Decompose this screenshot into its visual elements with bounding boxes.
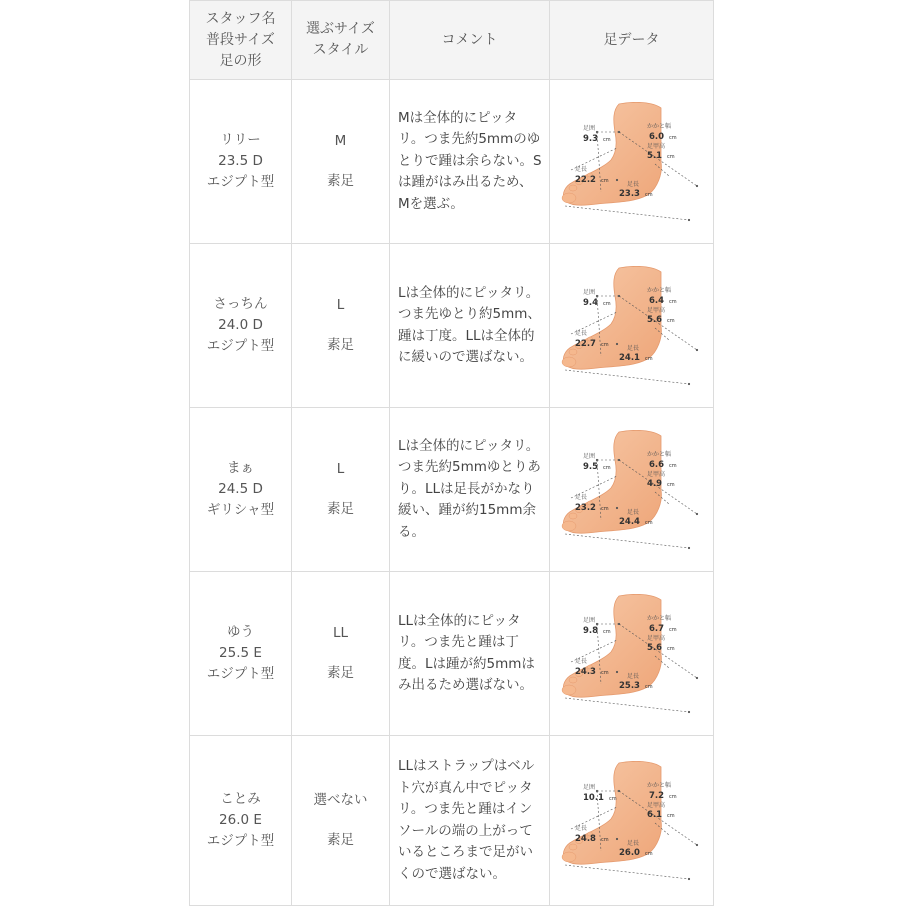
girth-label: 足囲 [582,783,595,791]
svg-text:5.6 cm [647,315,675,325]
usual-size: 24.0 D [218,317,263,333]
width-value: 23.2 [574,502,596,513]
girth-value: 9.8 [582,625,598,636]
header-staff [190,1,292,80]
foot-shape: ギリシャ型 [206,502,275,518]
header-comment: コメント [390,1,550,80]
svg-text:6.1 cm [647,810,675,820]
length-value: 23.3 [618,188,640,199]
foot-data-cell [550,572,714,736]
heel-unit: cm [668,793,677,800]
heel-unit: cm [668,134,677,141]
header-size [292,1,390,80]
style: 素足 [327,832,354,848]
width-value: 22.7 [574,338,596,349]
size-cell [292,572,390,736]
table-row [190,408,714,572]
staff-name: さっちん [213,296,268,312]
staff-name: ゆう [227,624,254,640]
girth-unit: cm [602,628,611,635]
heel-value: 6.7 [648,623,664,634]
girth-value: 10.1 [582,792,604,803]
instep-label: 足甲高 [646,470,665,478]
length-value: 26.0 [618,847,640,858]
instep-unit: cm [666,317,675,324]
table-row [190,736,714,906]
heel-label: かかと幅 [646,450,671,458]
length-label: 足長 [626,180,639,188]
heel-value: 6.4 [648,295,664,306]
svg-text:9.8 cm [583,626,611,636]
length-unit: cm [644,519,653,526]
usual-size: 26.0 E [219,812,262,828]
length-value: 24.1 [618,352,640,363]
girth-label: 足囲 [582,288,595,296]
length-value: 24.4 [618,516,640,527]
girth-label: 足囲 [582,616,595,624]
girth-unit: cm [602,300,611,307]
comment-cell: Lは全体的にピッタリ。つま先約5mmゆとりあり。LLは足長がかなり緩い、踵が約15mm余る。 [390,408,550,572]
foot-shape: エジプト型 [206,174,275,190]
header-foot-data: 足データ [550,1,714,80]
staff-cell [190,736,292,906]
instep-label: 足甲高 [646,142,665,150]
width-label: 足長 [574,329,587,337]
svg-text:6.0 cm [649,132,677,142]
girth-unit: cm [602,464,611,471]
comment-cell: LLはストラップはベルト穴が真ん中でピッタリ。つま先と踵はインソールの端の上がっているところまで足がいくので選ばない。 [390,736,550,906]
width-value: 22.2 [574,174,596,185]
staff-fit-table [189,0,714,906]
width-label: 足長 [574,824,587,832]
header-size-line: スタイル [312,42,369,58]
length-label: 足長 [626,672,639,680]
foot-illustration [557,102,707,222]
foot-data-cell [550,736,714,906]
width-unit: cm [600,836,609,843]
girth-value: 9.3 [582,133,598,144]
heel-value: 6.0 [648,131,664,142]
heel-label: かかと幅 [646,781,671,789]
heel-unit: cm [668,626,677,633]
table-row [190,572,714,736]
staff-name: まぁ [227,460,254,476]
girth-unit: cm [602,136,611,143]
instep-value: 5.6 [646,642,662,653]
instep-label: 足甲高 [646,634,665,642]
size-cell [292,80,390,244]
girth-label: 足囲 [582,452,595,460]
comment-cell: Mは全体的にピッタリ。つま先約5mmのゆとりで踵は余らない。Sは踵がはみ出るため、Mを選ぶ。 [390,80,550,244]
width-unit: cm [600,341,609,348]
foot-shape: エジプト型 [206,833,275,849]
chosen-size: L [336,461,345,477]
width-unit: cm [600,177,609,184]
staff-cell [190,408,292,572]
instep-value: 5.1 [646,150,662,161]
table-row [190,80,714,244]
svg-text:7.2 cm [649,791,677,801]
heel-unit: cm [668,462,677,469]
svg-text:10.1 cm [583,793,617,803]
usual-size: 25.5 E [219,645,262,661]
girth-value: 9.5 [582,461,598,472]
foot-data-cell [550,80,714,244]
table-row [190,244,714,408]
width-label: 足長 [574,493,587,501]
style: 素足 [327,501,354,517]
length-label: 足長 [626,508,639,516]
table-body [190,80,714,906]
instep-unit: cm [666,645,675,652]
width-value: 24.8 [574,833,596,844]
table-header [190,1,714,80]
girth-unit: cm [608,795,617,802]
svg-text:9.3 cm [583,134,611,144]
size-cell [292,736,390,906]
chosen-size: L [336,297,345,313]
instep-value: 4.9 [646,478,662,489]
header-size-line: 選ぶサイズ [306,21,375,37]
foot-illustration [557,761,707,881]
chosen-size: M [334,133,347,149]
header-staff-line: スタッフ名 [205,10,276,27]
heel-label: かかと幅 [646,614,671,622]
instep-unit: cm [666,153,675,160]
style: 素足 [327,665,354,681]
staff-cell [190,572,292,736]
comment-cell: LLは全体的にピッタリ。つま先と踵は丁度。Lは踵が約5mmはみ出るため選ばない。 [390,572,550,736]
width-value: 24.3 [574,666,596,677]
header-staff-line: 足の形 [219,52,262,69]
heel-value: 6.6 [648,459,664,470]
foot-shape: エジプト型 [206,338,275,354]
length-unit: cm [644,355,653,362]
heel-label: かかと幅 [646,286,671,294]
heel-label: かかと幅 [646,122,671,130]
width-unit: cm [600,505,609,512]
instep-label: 足甲高 [646,801,665,809]
svg-text:5.6 cm [647,643,675,653]
girth-value: 9.4 [582,297,598,308]
heel-unit: cm [668,298,677,305]
foot-data-cell [550,408,714,572]
staff-name: ことみ [220,791,261,807]
svg-text:6.6 cm [649,460,677,470]
length-unit: cm [644,683,653,690]
chosen-size: 選べない [313,792,368,808]
svg-text:6.7 cm [649,624,677,634]
foot-illustration [557,266,707,386]
length-label: 足長 [626,839,639,847]
width-label: 足長 [574,657,587,665]
svg-text:6.4 cm [649,296,677,306]
staff-cell [190,80,292,244]
usual-size: 23.5 D [218,153,263,169]
svg-text:9.4 cm [583,298,611,308]
svg-text:9.5 cm [583,462,611,472]
staff-name: リリー [220,132,261,148]
length-unit: cm [644,850,653,857]
size-cell [292,244,390,408]
width-label: 足長 [574,165,587,173]
girth-label: 足囲 [582,124,595,132]
heel-value: 7.2 [648,790,664,801]
instep-unit: cm [666,812,675,819]
svg-text:5.1 cm [647,151,675,161]
width-unit: cm [600,669,609,676]
chosen-size: LL [332,625,349,641]
style: 素足 [327,337,354,353]
instep-label: 足甲高 [646,306,665,314]
foot-shape: エジプト型 [206,666,275,682]
size-cell [292,408,390,572]
foot-illustration [557,430,707,550]
length-unit: cm [644,191,653,198]
length-label: 足長 [626,344,639,352]
foot-data-cell [550,244,714,408]
usual-size: 24.5 D [218,481,263,497]
staff-cell [190,244,292,408]
svg-text:4.9 cm [647,479,675,489]
instep-value: 6.1 [646,809,662,820]
length-value: 25.3 [618,680,640,691]
foot-illustration [557,594,707,714]
instep-value: 5.6 [646,314,662,325]
instep-unit: cm [666,481,675,488]
header-staff-line: 普段サイズ [206,31,275,48]
comment-cell: Lは全体的にピッタリ。つま先ゆとり約5mm、踵は丁度。LLは全体的に緩いので選ばない。 [390,244,550,408]
style: 素足 [327,173,354,189]
